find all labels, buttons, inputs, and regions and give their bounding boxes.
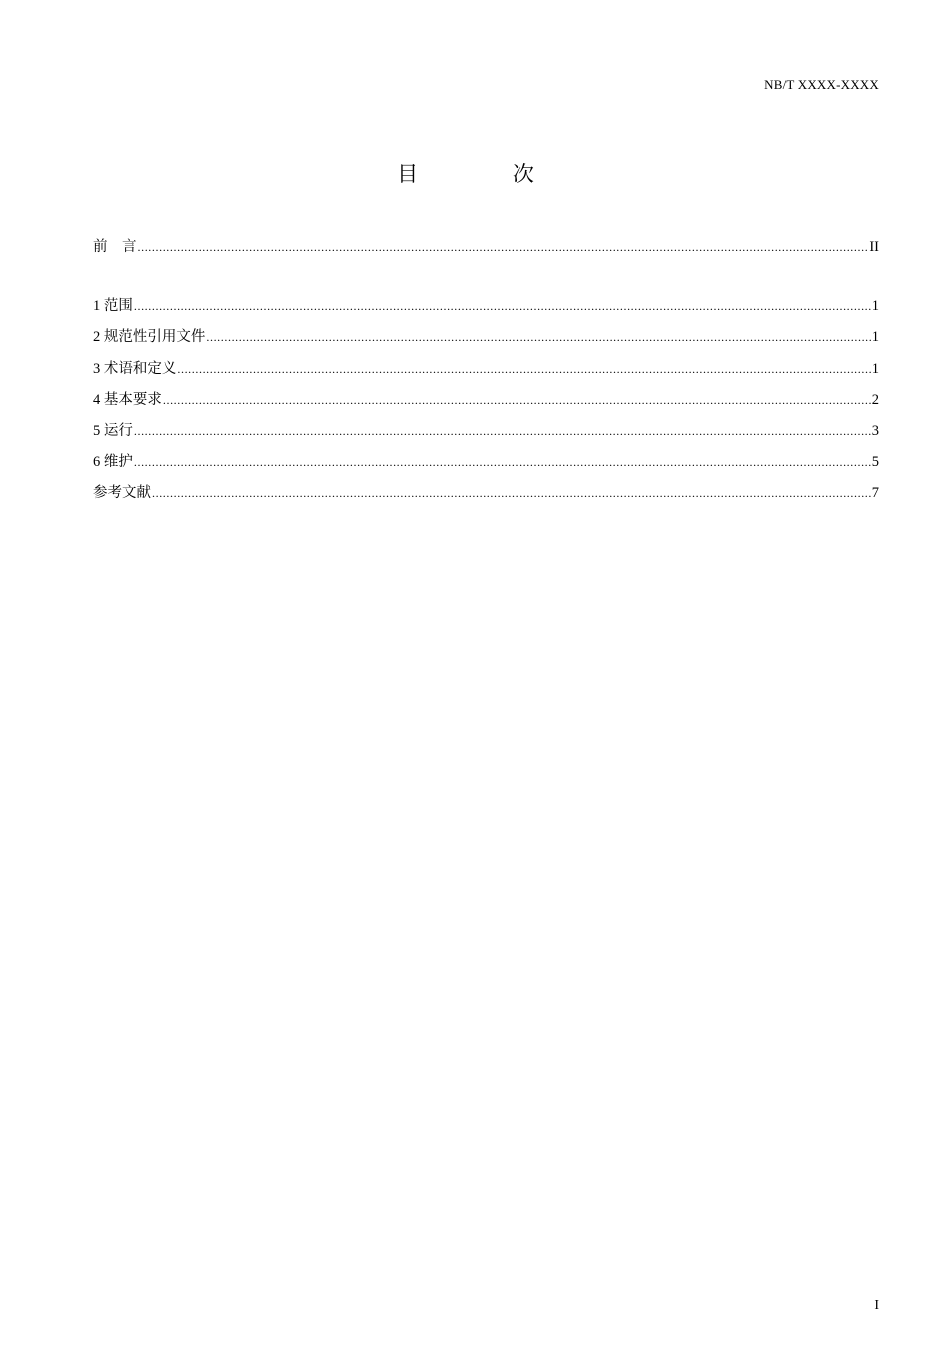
- toc-entry-label: 2 规范性引用文件: [93, 329, 206, 346]
- page-number: I: [874, 1298, 879, 1313]
- toc-entry-page: 1: [871, 329, 879, 346]
- toc-leader-dots: [206, 327, 870, 347]
- toc-entry-page: 5: [871, 454, 879, 471]
- toc-entry-label: 4 基本要求: [93, 391, 162, 408]
- toc-entry-page: II: [869, 239, 879, 255]
- toc-entry-operation[interactable]: [93, 421, 879, 452]
- table-of-contents: [93, 237, 879, 515]
- toc-entry-label: 5 运行: [93, 422, 133, 439]
- toc-leader-dots: [134, 421, 871, 441]
- toc-entry-terms-definitions[interactable]: [93, 359, 879, 390]
- toc-entry-normative-references[interactable]: [93, 327, 879, 358]
- toc-entry-bibliography[interactable]: [93, 483, 879, 514]
- toc-entry-page: 1: [871, 360, 879, 377]
- toc-entry-label: 参考文献: [93, 485, 151, 502]
- toc-entry-maintenance[interactable]: [93, 452, 879, 483]
- toc-entry-label: 前 言: [93, 239, 137, 255]
- toc-entry-foreword[interactable]: [93, 237, 879, 268]
- toc-entry-label: 1 范围: [93, 298, 133, 315]
- toc-leader-dots: [134, 452, 871, 472]
- toc-entry-page: 2: [871, 391, 879, 408]
- toc-entry-label: 3 术语和定义: [93, 360, 177, 377]
- toc-leader-dots: [152, 483, 871, 503]
- toc-leader-dots: [134, 296, 871, 316]
- toc-entry-page: 1: [871, 298, 879, 315]
- toc-leader-dots: [163, 390, 871, 410]
- toc-entry-page: 7: [871, 485, 879, 502]
- toc-entry-label: 6 维护: [93, 454, 133, 471]
- toc-leader-dots: [138, 237, 869, 257]
- toc-entry-page: 3: [871, 422, 879, 439]
- document-code: NB/T XXXX-XXXX: [764, 77, 879, 92]
- toc-leader-dots: [177, 359, 870, 379]
- toc-entry-scope[interactable]: [93, 296, 879, 327]
- toc-entry-basic-requirements[interactable]: [93, 390, 879, 421]
- toc-title: 目 次: [397, 162, 578, 186]
